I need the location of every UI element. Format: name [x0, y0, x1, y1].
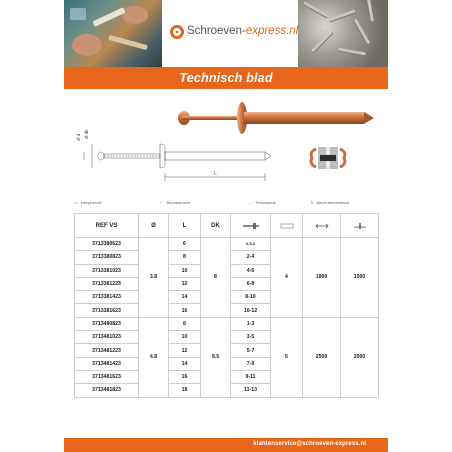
logo-mark-icon: [170, 25, 184, 39]
grip-cell: 4-6: [231, 264, 271, 277]
grip-cell: 6-8: [231, 277, 271, 290]
title-bar: [64, 67, 388, 89]
ref-cell: 3713481223: [75, 344, 139, 357]
tension-cell: 2500: [303, 317, 341, 397]
head-diameter-label: Ø dk: [84, 129, 89, 139]
logo-brand: Schroeven-: [187, 25, 246, 37]
logo-suffix: express.nl: [245, 25, 299, 37]
col-diameter: Ø: [139, 214, 169, 238]
shear-icon: [353, 222, 367, 230]
grip-cell: 0.5-2: [231, 238, 271, 251]
ref-cell: 3713481423: [75, 357, 139, 370]
table-row: [75, 317, 379, 330]
material-icon: ▭: [74, 200, 78, 205]
grip-cell: 11-13: [231, 384, 271, 397]
col-ref: REF VS: [75, 214, 139, 238]
shear-icon: ⇅: [310, 200, 314, 205]
legend: [64, 198, 388, 212]
ref-cell: 3713381423: [75, 291, 139, 304]
ref-cell: 3713481623: [75, 370, 139, 383]
length-cell: 14: [169, 291, 201, 304]
rivet-figure: [64, 95, 388, 200]
grip-cell: 7-9: [231, 357, 271, 370]
legend-item: ⊢ Boordiameter: [160, 200, 191, 205]
technical-sheet: [64, 0, 388, 452]
ref-cell: 3713381623: [75, 304, 139, 317]
header-banner: [64, 0, 388, 67]
table-header: [75, 214, 379, 238]
rivet-photo: [178, 102, 374, 134]
logo[interactable]: [162, 0, 298, 67]
length-cell: 10: [169, 331, 201, 344]
grip-cell: 5-7: [231, 344, 271, 357]
ref-cell: 3713480823: [75, 317, 139, 330]
dk-cell: 9.5: [201, 317, 231, 397]
screws-photo: [298, 0, 388, 67]
shear-cell: 2000: [341, 317, 379, 397]
legend-item: ↔ Trekwaarde: [248, 200, 276, 205]
rivet-section: [311, 147, 345, 169]
length-cell: 12: [169, 277, 201, 290]
grip-cell: 9-11: [231, 370, 271, 383]
workshop-photo: [64, 0, 162, 67]
col-tension: [303, 214, 341, 238]
col-length: L: [169, 214, 201, 238]
drill-diameter-icon: [280, 222, 294, 230]
ref-cell: 3713481023: [75, 331, 139, 344]
grip-cell: 2-4: [231, 251, 271, 264]
col-grip: [231, 214, 271, 238]
length-cell: 8: [169, 317, 201, 330]
length-cell: 16: [169, 304, 201, 317]
grip-cell: 8-10: [231, 291, 271, 304]
grip-cell: 3-5: [231, 331, 271, 344]
legend-item: ▭ krimpbereik: [74, 200, 102, 205]
ref-cell: 3713381023: [75, 264, 139, 277]
length-label: L: [214, 171, 217, 177]
grip-range-icon: [241, 222, 261, 230]
col-drill: [271, 214, 303, 238]
col-dk: DK: [201, 214, 231, 238]
rivet-drawing: [84, 144, 271, 181]
rivet-diameter-icon: ⊢: [160, 200, 164, 205]
length-cell: 10: [169, 264, 201, 277]
dk-cell: 8: [201, 238, 231, 318]
grip-cell: 1-3: [231, 317, 271, 330]
length-cell: 6: [169, 238, 201, 251]
tension-icon: [315, 222, 329, 230]
length-cell: 16: [169, 370, 201, 383]
ref-cell: 3713381223: [75, 277, 139, 290]
length-cell: 8: [169, 251, 201, 264]
ref-cell: 3713380823: [75, 251, 139, 264]
diameter-cell: 3.8: [139, 238, 169, 318]
drill-cell: 4: [271, 238, 303, 318]
shear-cell: 1500: [341, 238, 379, 318]
legend-item: ⇅ Afschuifweerstand: [310, 200, 350, 205]
support-email[interactable]: klantenservice@schroeven-express.nl: [253, 441, 366, 447]
tension-cell: 1800: [303, 238, 341, 318]
table-row: [75, 238, 379, 251]
footer: [64, 438, 388, 452]
tension-icon: ↔: [248, 200, 252, 205]
diameter-label: Ø d: [76, 133, 81, 141]
length-cell: 12: [169, 344, 201, 357]
ref-cell: 3713481823: [75, 384, 139, 397]
length-cell: 18: [169, 384, 201, 397]
diameter-cell: 4.8: [139, 317, 169, 397]
length-cell: 14: [169, 357, 201, 370]
ref-cell: 3713380623: [75, 238, 139, 251]
drill-cell: 5: [271, 317, 303, 397]
page-title: Technisch blad: [179, 71, 273, 85]
grip-cell: 10-12: [231, 304, 271, 317]
spec-table: [74, 213, 379, 398]
col-shear: [341, 214, 379, 238]
